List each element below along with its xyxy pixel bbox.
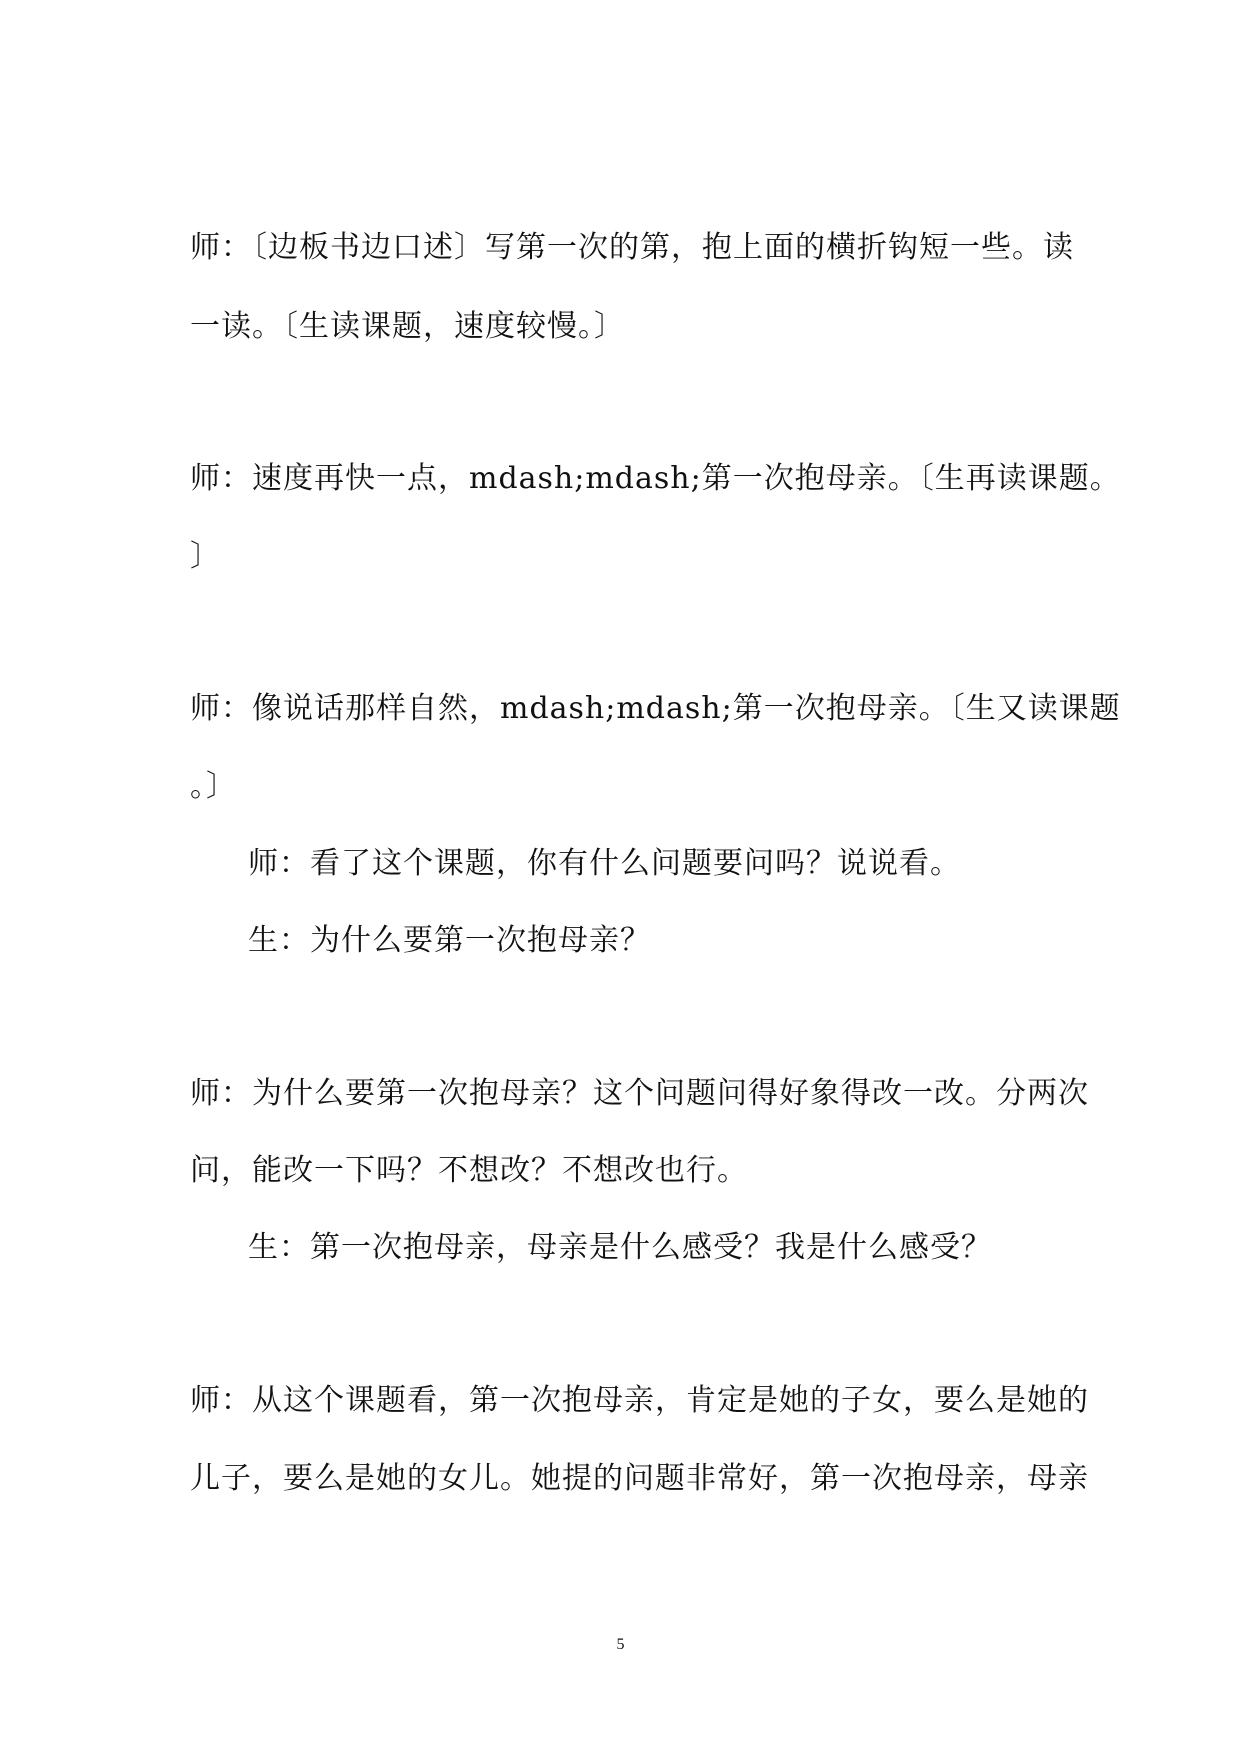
text-line: 师：〔边板书边口述〕写第一次的第，抱上面的横折钩短一些。读 bbox=[190, 230, 1074, 265]
text-line: 生：为什么要第一次抱母亲？ bbox=[248, 923, 651, 958]
text-line: 生：第一次抱母亲，母亲是什么感受？我是什么感受？ bbox=[248, 1230, 992, 1265]
text-line: 儿子，要么是她的女儿。她提的问题非常好，第一次抱母亲，母亲 bbox=[190, 1461, 1089, 1496]
text-line: 师：像说话那样自然，mdash;mdash;第一次抱母亲。〔生又读课题 bbox=[190, 691, 1121, 726]
text-line: 师：为什么要第一次抱母亲？这个问题问得好象得改一改。分两次 bbox=[190, 1076, 1089, 1111]
page-number: 5 bbox=[616, 1636, 625, 1653]
text-line: 。〕 bbox=[190, 769, 237, 804]
text-line: 〕 bbox=[190, 539, 221, 574]
text-line: 师：看了这个课题，你有什么问题要问吗？说说看。 bbox=[248, 846, 961, 881]
text-line: 一读。〔生读课题，速度较慢。〕 bbox=[190, 309, 625, 344]
text-line: 问，能改一下吗？不想改？不想改也行。 bbox=[190, 1153, 748, 1188]
text-line: 师：速度再快一点，mdash;mdash;第一次抱母亲。〔生再读课题。 bbox=[190, 461, 1121, 496]
text-line: 师：从这个课题看，第一次抱母亲，肯定是她的子女，要么是她的 bbox=[190, 1383, 1089, 1418]
